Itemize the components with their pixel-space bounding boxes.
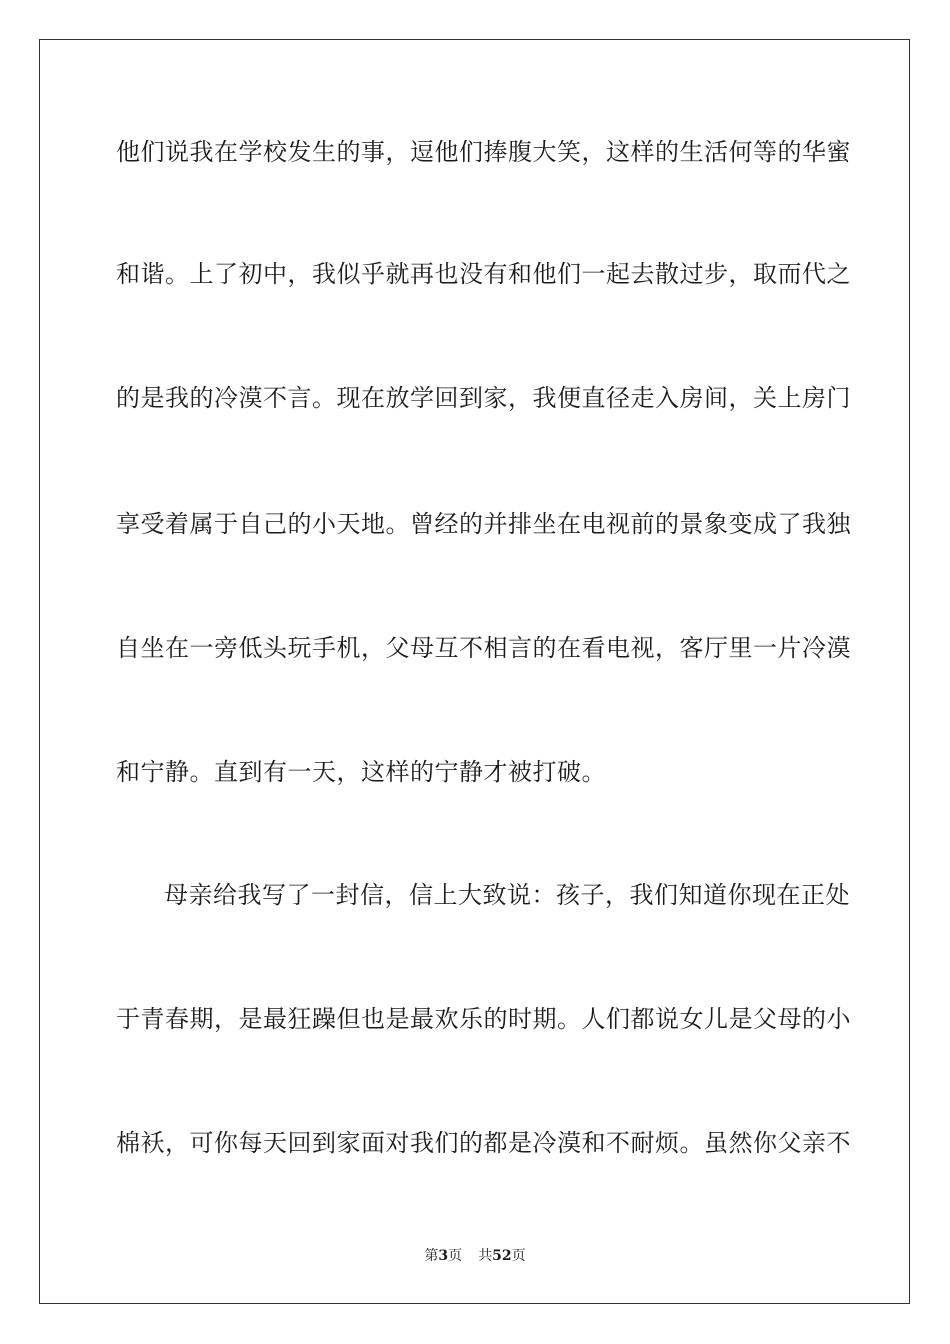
total-prefix: 共 — [478, 1248, 493, 1264]
page-number: 3 — [438, 1248, 449, 1264]
text-line-4: 享受着属于自己的小天地。曾经的并排坐在电视前的景象变成了我独 — [116, 510, 851, 538]
text-line-6: 和宁静。直到有一天，这样的宁静才被打破。 — [116, 758, 606, 786]
text-line-5: 自坐在一旁低头玩手机，父母互不相言的在看电视，客厅里一片冷漠 — [116, 634, 851, 662]
text-line-1: 他们说我在学校发生的事，逗他们捧腹大笑，这样的生活何等的华蜜 — [116, 138, 851, 166]
page-prefix: 第 — [424, 1248, 439, 1264]
page-border — [39, 39, 910, 1304]
text-line-9: 棉袄，可你每天回到家面对我们的都是冷漠和不耐烦。虽然你父亲不 — [116, 1129, 851, 1157]
page-suffix: 页 — [448, 1248, 463, 1264]
total-pages: 52 — [492, 1248, 512, 1264]
text-line-2: 和谐。上了初中，我似乎就再也没有和他们一起去散过步，取而代之 — [116, 260, 851, 288]
page-footer — [0, 1247, 950, 1265]
text-line-3: 的是我的冷漠不言。现在放学回到家，我便直径走入房间，关上房门 — [116, 384, 851, 412]
text-line-7-paragraph-start: 母亲给我写了一封信，信上大致说：孩子，我们知道你现在正处 — [164, 881, 850, 909]
total-suffix: 页 — [511, 1248, 526, 1264]
text-line-8: 于青春期，是最狂躁但也是最欢乐的时期。人们都说女儿是父母的小 — [116, 1005, 851, 1033]
